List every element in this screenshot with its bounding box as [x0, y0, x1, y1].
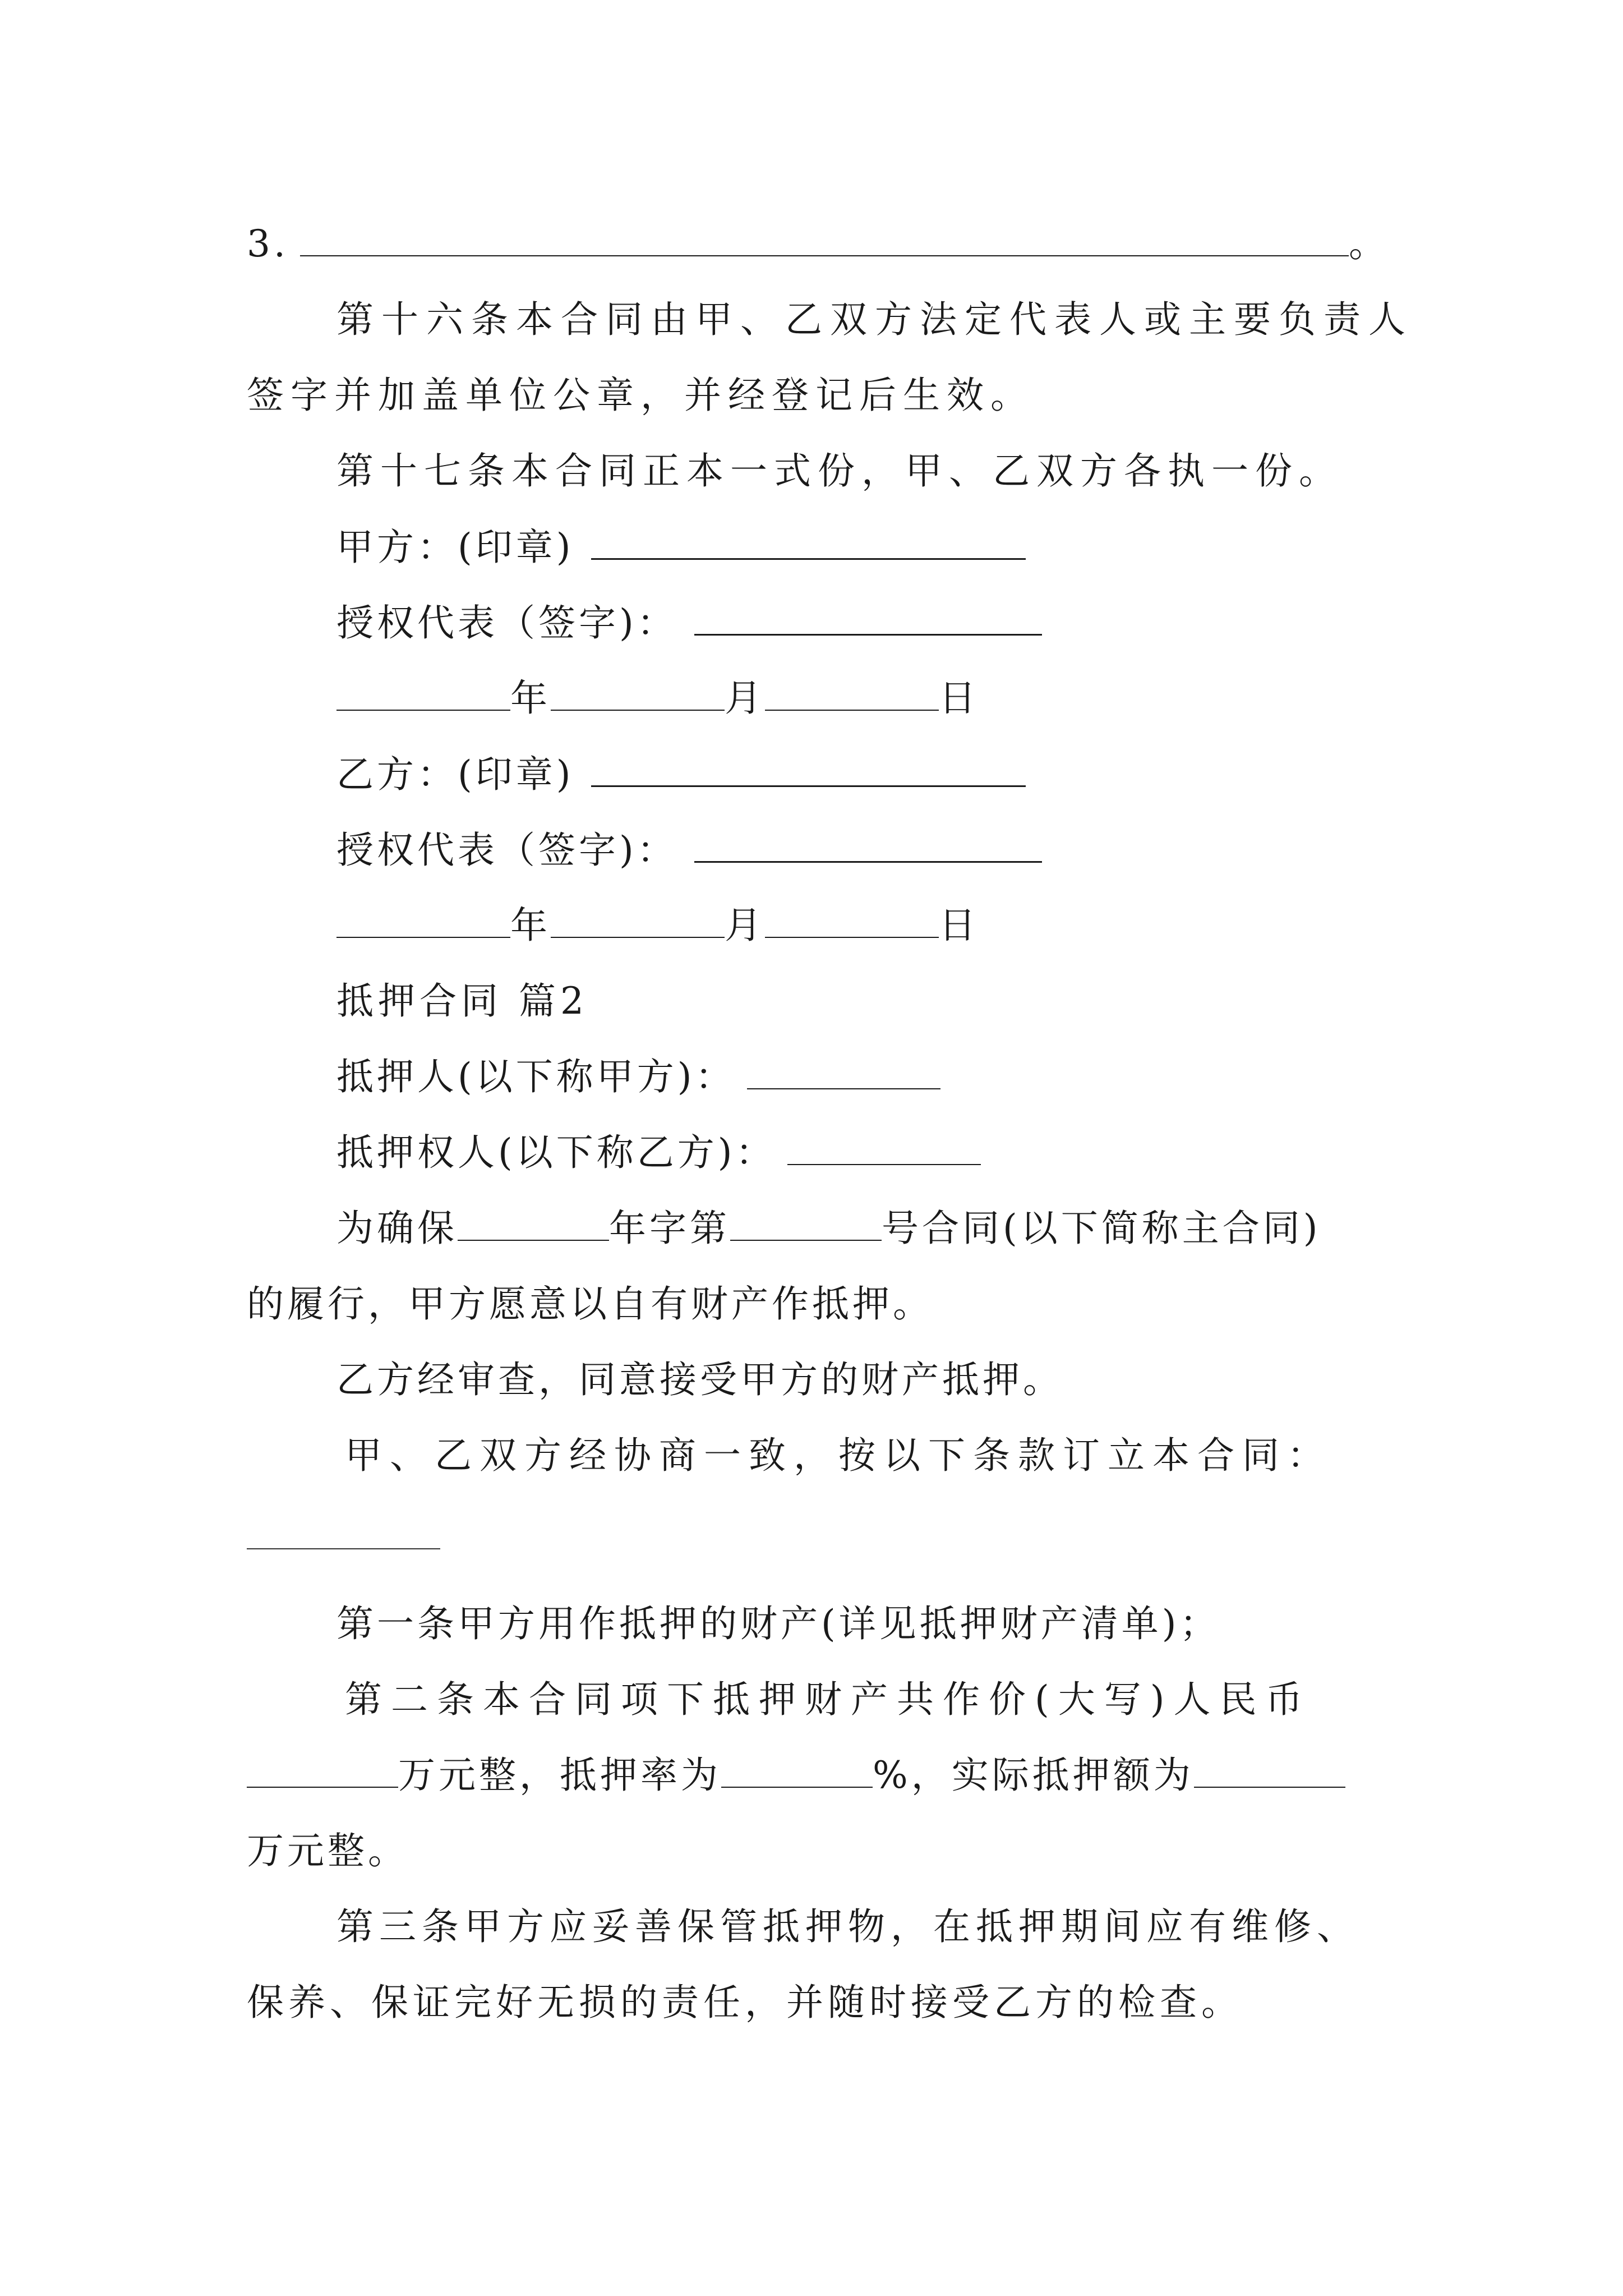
date-b-year-blank: [336, 903, 510, 938]
para-3: 甲、乙双方经协商一致，按以下条款订立本合同：: [345, 1434, 1332, 1477]
party-b-seal-line: [336, 752, 1026, 797]
date-b-day-blank: [765, 903, 939, 938]
date-a-year: 年: [510, 677, 551, 720]
auth-rep-a-blank: [694, 600, 1042, 636]
auth-rep-b-blank: [694, 827, 1042, 863]
party-a-seal-blank: [591, 524, 1026, 560]
para-2: 乙方经审查，同意接受甲方的财产抵押。: [336, 1358, 1063, 1401]
article-17: 第十七条本合同正本一式份，甲、乙双方各执一份。: [336, 449, 1343, 493]
article-2-text-b2: %，实际抵押额为: [873, 1754, 1194, 1797]
date-a-day-blank: [765, 676, 939, 711]
party-b-seal-blank: [591, 752, 1026, 787]
mortgagor-blank: [747, 1055, 940, 1089]
article-2-text-b1: 万元整，抵押率为: [398, 1754, 721, 1797]
para-1-line-1: [336, 1206, 1321, 1251]
date-b-month-blank: [551, 903, 725, 938]
auth-rep-a-line: [336, 600, 1042, 646]
item-3-line: [247, 222, 1389, 266]
para-1-line-2: 的履行，甲方愿意以自有财产作抵押。: [247, 1282, 933, 1326]
date-a-year-blank: [336, 676, 510, 711]
article-2-amount-blank: [1194, 1753, 1345, 1788]
mortgagee-label: 抵押权人(以下称乙方)：: [336, 1131, 776, 1174]
date-b-line: [336, 903, 979, 948]
date-a-month-blank: [551, 676, 725, 711]
mortgagor-line: [336, 1055, 940, 1099]
article-16-line-1: [336, 297, 1413, 342]
para-1-text-b: 年字第: [609, 1207, 730, 1250]
article-2-line-3: 万元整。: [247, 1829, 408, 1872]
mortgagee-line: [336, 1130, 981, 1175]
article-3-line-2: 保养、保证完好无损的责任，并随时接受乙方的检查。: [247, 1981, 1243, 2024]
date-a-line: [336, 676, 979, 721]
date-b-day: 日: [939, 904, 979, 947]
para-1-year-blank: [458, 1206, 609, 1241]
mortgagee-blank: [787, 1130, 981, 1165]
article-2-line-1: 第二条本合同项下抵押财产共作价(大写)人民币: [345, 1678, 1312, 1721]
date-a-day: 日: [939, 677, 979, 720]
blank-separator: [247, 1548, 440, 1549]
auth-rep-b-label: 授权代表（签字)：: [336, 829, 677, 872]
item-3-end: 。: [1348, 222, 1389, 265]
article-2-value-blank: [247, 1753, 398, 1788]
date-b-month: 月: [725, 904, 765, 947]
date-a-month: 月: [725, 677, 765, 720]
party-b-seal-label: 乙方：(印章): [336, 753, 574, 796]
article-2-rate-blank: [721, 1753, 873, 1788]
party-a-seal-line: [336, 524, 1026, 570]
para-1-text-c: 号合同(以下简称主合同): [882, 1207, 1321, 1250]
item-3-blank: [300, 222, 1349, 256]
party-a-seal-label: 甲方：(印章): [336, 526, 574, 569]
item-3-label: 3.: [247, 222, 289, 265]
section-heading-2: 抵押合同 篇2: [336, 979, 588, 1023]
article-2-line-2: [247, 1753, 1345, 1798]
para-1-number-blank: [730, 1206, 882, 1241]
auth-rep-a-label: 授权代表（签字)：: [336, 601, 677, 645]
mortgagor-label: 抵押人(以下称甲方)：: [336, 1055, 736, 1098]
auth-rep-b-line: [336, 827, 1042, 873]
date-b-year: 年: [510, 904, 551, 947]
para-1-text-a: 为确保: [336, 1207, 458, 1250]
article-1: 第一条甲方用作抵押的财产(详见抵押财产清单)；: [336, 1602, 1220, 1645]
article-3-line-1: 第三条甲方应妥善保管抵押物，在抵押期间应有维修、: [336, 1905, 1359, 1948]
article-16-text-1: 第十六条本合同由甲、乙双方法定代表人或主要负责人: [336, 298, 1413, 341]
article-16-line-2: 签字并加盖单位公章，并经登记后生效。: [247, 374, 1034, 417]
